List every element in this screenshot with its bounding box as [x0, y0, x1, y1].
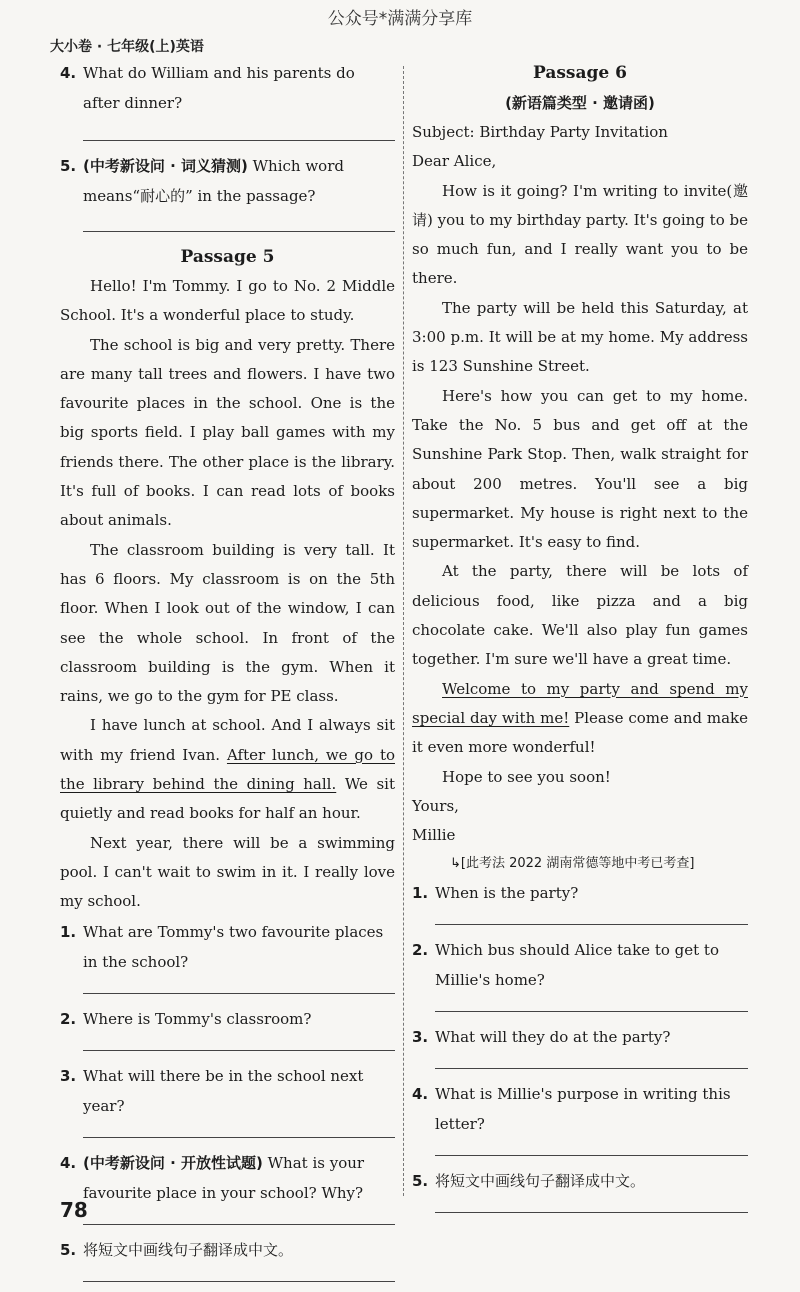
answer-line[interactable] — [435, 1139, 748, 1156]
exam-note-text: [此考法 2022 湖南常德等地中考已考查] — [460, 856, 695, 872]
question-number: 3. — [60, 1066, 77, 1085]
passage-6-paragraph: How is it going? I'm writing to invite(邀请) you to my birthday party. It's going to be so much fun, and I really want you to be there. — [412, 181, 748, 288]
arrow-icon: ↳ — [450, 856, 461, 872]
watermark: 公众号*满满分享库 — [327, 9, 473, 29]
question-1 — [412, 878, 748, 908]
passage-5-paragraph: Hello! I'm Tommy. I go to No. 2 Middle School. It's a wonderful place to study. — [60, 277, 395, 325]
answer-line[interactable] — [435, 1196, 748, 1213]
answer-line[interactable] — [435, 995, 748, 1012]
question-number: 1. — [60, 922, 77, 941]
answer-line[interactable] — [83, 1208, 395, 1225]
question-number: 4. — [60, 1153, 77, 1172]
question-number: 3. — [412, 1028, 429, 1047]
passage-5-paragraph — [60, 711, 395, 828]
letter-subject: Subject: Birthday Party Invitation — [412, 123, 668, 141]
letter-closing: Yours, — [412, 796, 459, 815]
question-3 — [412, 1022, 748, 1052]
exam-note — [412, 850, 748, 878]
question-2 — [60, 1004, 395, 1034]
passage-6-paragraph: At the party, there will be lots of delicious food, like pizza and a big chocolate cake. We'll also play fun games together. I'm sure we'll have a great time. — [412, 562, 748, 669]
passage-6-title: Passage 6 — [533, 63, 627, 83]
answer-line[interactable] — [83, 977, 395, 994]
page-number: 78 — [60, 1198, 88, 1222]
right-column — [412, 58, 748, 1223]
left-column — [60, 58, 395, 1292]
question-text: Which bus should Alice take to get to Millie's home? — [435, 941, 719, 990]
question-5 — [60, 1235, 395, 1265]
question-2 — [412, 935, 748, 995]
passage-6-paragraph — [412, 675, 748, 763]
question-text: What will they do at the party? — [435, 1028, 671, 1047]
question-text: 将短文中画线句子翻译成中文。 — [435, 1172, 646, 1191]
question-text: 将短文中画线句子翻译成中文。 — [83, 1240, 294, 1259]
question-text: What are Tommy's two favourite places in the school? — [83, 922, 384, 971]
passage-text: I have lunch at school. And I always sit with my friend Ivan. — [60, 716, 395, 764]
underlined-sentence: After lunch, we go to the library behind the dining hall. — [60, 745, 395, 794]
passage-5-paragraph: Next year, there will be a swimming pool. I can't wait to swim in it. I really love my school. — [60, 833, 395, 911]
question-4 — [60, 1148, 395, 1208]
letter-signature: Millie — [412, 826, 456, 845]
question-text: Where is Tommy's classroom? — [83, 1009, 312, 1028]
passage-6-paragraph: The party will be held this Saturday, at 3:00 p.m. It will be at my home. My address is 123 Sunshine Street. — [412, 298, 748, 376]
question-text: What will there be in the school next year? — [83, 1066, 364, 1115]
column-divider — [403, 66, 404, 1196]
answer-line[interactable] — [83, 118, 395, 141]
question-5 — [412, 1166, 748, 1196]
answer-line[interactable] — [83, 211, 395, 232]
question-number: 4. — [60, 64, 77, 82]
question-text: What is your favourite place in your school? Why? — [83, 1153, 365, 1202]
passage-6-paragraph: Here's how you can get to my home. Take the No. 5 bus and get off at the Sunshine Park Stop. Then, walk straight for about 200 metres. You'll see a big supermarket. My house is right next to the supermarket. It's easy to find. — [412, 386, 748, 552]
passage-6-paragraph: Hope to see you soon! — [442, 767, 611, 786]
answer-line[interactable] — [435, 1052, 748, 1069]
question-number: 1. — [412, 884, 429, 903]
book-header: 大小卷 · 七年级(上)英语 — [50, 39, 204, 55]
question-4 — [412, 1079, 748, 1139]
question-3 — [60, 1061, 395, 1121]
question-number: 4. — [412, 1085, 429, 1104]
passage-6-subtitle: (新语篇类型 · 邀请函) — [505, 94, 655, 112]
answer-line[interactable] — [83, 1121, 395, 1138]
question-5-prev — [60, 151, 395, 211]
answer-line[interactable] — [435, 908, 748, 925]
question-text: Which word means“耐心的” in the passage? — [83, 157, 344, 205]
passage-5-paragraph: The classroom building is very tall. It has 6 floors. My classroom is on the 5th floor. When I look out of the window, I can see the whole school. In front of the classroom building is the gym. When it rains, we go to the gym for PE class. — [60, 540, 395, 706]
question-number: 5. — [412, 1172, 429, 1191]
question-text: What is Millie's purpose in writing this letter? — [435, 1085, 731, 1134]
question-text: What do William and his parents do after dinner? — [83, 64, 355, 112]
passage-5-title: Passage 5 — [180, 247, 275, 267]
passage-5-paragraph: The school is big and very pretty. There are many tall trees and flowers. I have two favourite places in the school. One is the big sports field. I play ball games with my friends there. The other place is the library. It's full of books. I can read lots of books about animals. — [60, 335, 395, 530]
question-number: 2. — [412, 941, 429, 960]
underlined-sentence: Welcome to my party and spend my special day with me! — [412, 679, 748, 727]
answer-line[interactable] — [83, 1265, 395, 1282]
passage-text: Please come and make it even more wonderful! — [412, 708, 748, 757]
passage-text: We sit quietly and read books for half an hour. — [60, 775, 395, 823]
letter-greeting: Dear Alice, — [412, 152, 497, 171]
question-tag: (中考新设问 · 开放性试题) — [83, 1153, 263, 1172]
question-4-prev — [60, 58, 395, 118]
question-text: When is the party? — [435, 884, 579, 903]
question-number: 5. — [60, 1240, 77, 1259]
question-number: 2. — [60, 1009, 77, 1028]
question-1 — [60, 917, 395, 977]
question-tag: (中考新设问 · 词义猜测) — [83, 157, 248, 175]
question-number: 5. — [60, 157, 77, 175]
answer-line[interactable] — [83, 1034, 395, 1051]
